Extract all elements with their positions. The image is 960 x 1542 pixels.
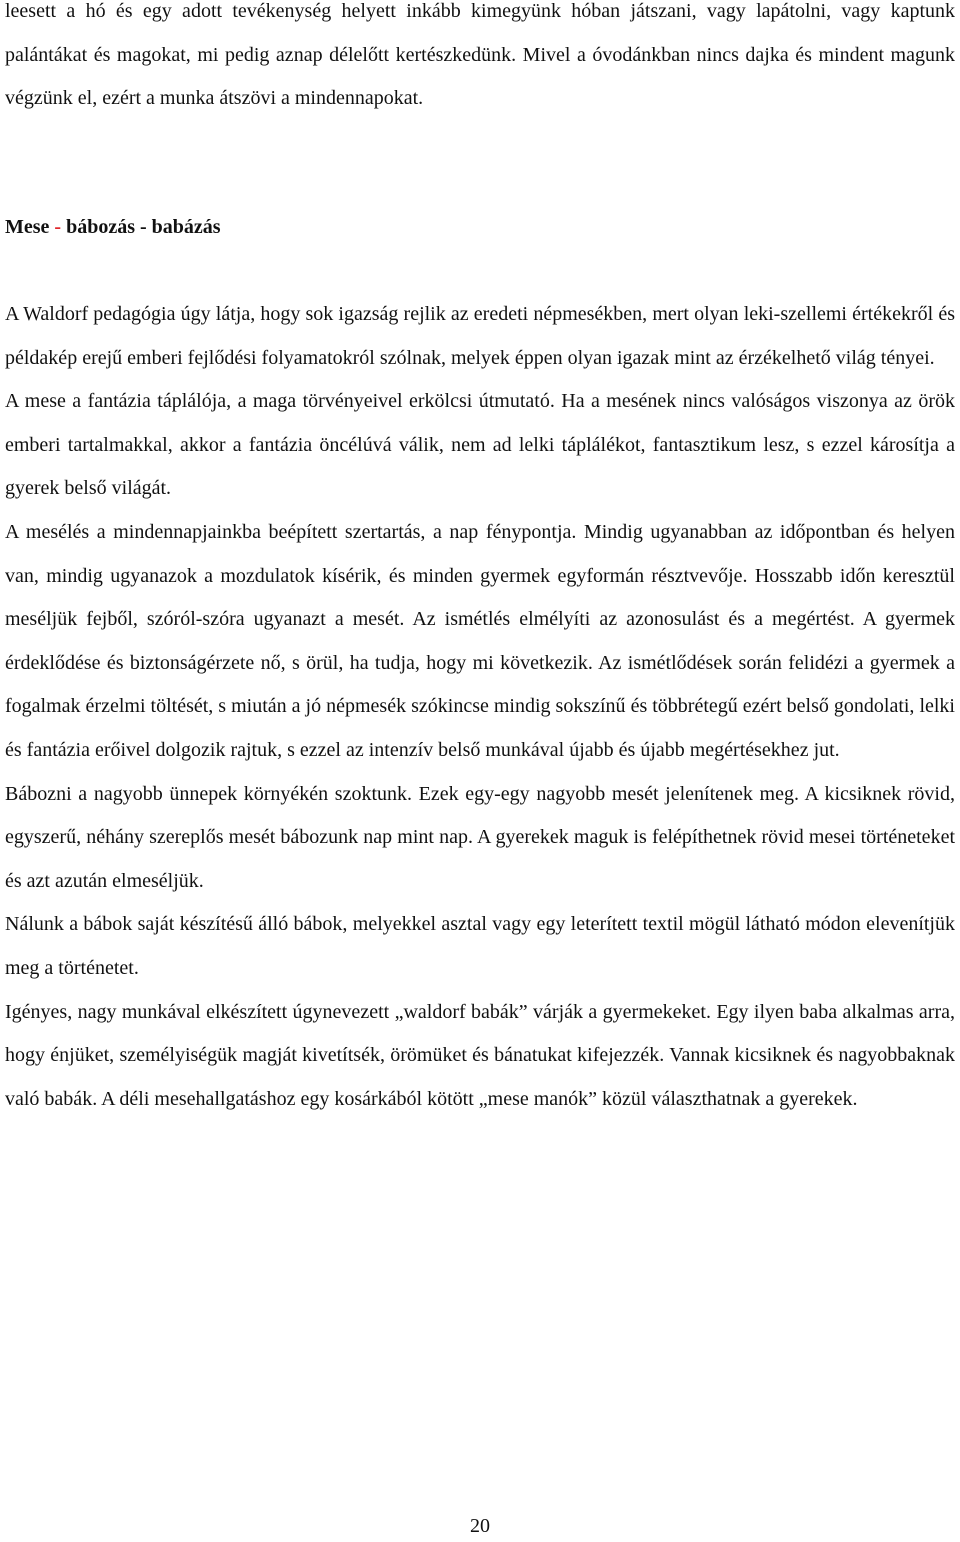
body-paragraph-dolls: Igényes, nagy munkával elkészített úgynevezett „waldorf babák” várják a gyermekeket. Egy ilyen baba alkalmas arra, hogy énjüket, személyiségük magját kivetítsék, örömüket és bánatukat kifejezzék. Vannak kicsiknek és nagyobbaknak való babák. A déli mesehallgatáshoz egy kosárkából kötött „mese manók” közül választhatnak a gyerekek. — [5, 1000, 955, 1110]
section-heading-part1: Mese — [5, 216, 55, 238]
body-paragraph-fantasy: A mese a fantázia táplálója, a maga törvényeivel erkölcsi útmutató. Ha a mesének nincs valóságos viszonya az örök emberi tartalmakkal, akkor a fantázia öncélúvá válik, nem ad lelki táplálékot, fantasztikum lesz, s ezzel károsítja a gyerek belső világát. — [5, 390, 955, 500]
body-paragraph-storytelling: A mesélés a mindennapjainkba beépített szertartás, a nap fénypontja. Mindig ugyanabban az időpontban és helyen van, mindig ugyanazok a mozdulatok kísérik, és minden gyermek egyformán résztvevője. Hosszabb időn keresztül meséljük fejből, szóról-szóra ugyanazt a mesét. Az ismétlés elmélyíti az azonosulást és a megértést. A gyermek érdeklődése és biztonságérzete nő, s örül, ha tudja, hogy mi következik. Az ismétlődések során felidézi a gyermek a fogalmak érzelmi töltését, s miután a jó népmesék szókincse mindig sokszínű és többrétegű ezért belső gondolati, lelki és fantázia erőivel dolgozik rajtuk, s ezzel az intenzív belső munkával újabb és újabb megértésekhez jut. — [5, 520, 955, 761]
page-number: 20 — [470, 1515, 490, 1537]
section-heading-dash: - — [54, 216, 62, 238]
section-heading — [5, 211, 221, 243]
body-paragraph-puppetry: Bábozni a nagyobb ünnepek környékén szoktunk. Ezek egy-egy nagyobb mesét jelenítenek meg. A kicsiknek rövid, egyszerű, néhány szereplős mesét bábozunk nap mint nap. A gyerekek maguk is felépíthetnek rövid mesei történeteket és azt azután elmeséljük. — [5, 782, 955, 892]
body-paragraph-puppets: Nálunk a bábok saját készítésű álló bábok, melyekkel asztal vagy egy leterített textil mögül látható módon elevenítjük meg a történetet. — [5, 913, 955, 979]
section-heading-part2: bábozás - babázás — [61, 216, 221, 238]
body-text-block — [5, 293, 955, 1121]
intro-paragraph: leesett a hó és egy adott tevékenység helyett inkább kimegyünk hóban játszani, vagy lapátolni, vagy kaptunk palántákat és magokat, mi pedig aznap délelőtt kertészkedünk. Mivel a óvodánkban nincs dajka és mindent magunk végzünk el, ezért a munka átszövi a mindennapokat. — [5, 0, 955, 110]
body-paragraph-waldorf: A Waldorf pedagógia úgy látja, hogy sok igazság rejlik az eredeti népmesékben, mert olyan leki-szellemi értékekről és példakép erejű emberi fejlődési folyamatokról szólnak, melyek éppen olyan igazak mint az érzékelhető világ tényei. — [5, 303, 955, 369]
intro-paragraph-block — [5, 0, 955, 121]
